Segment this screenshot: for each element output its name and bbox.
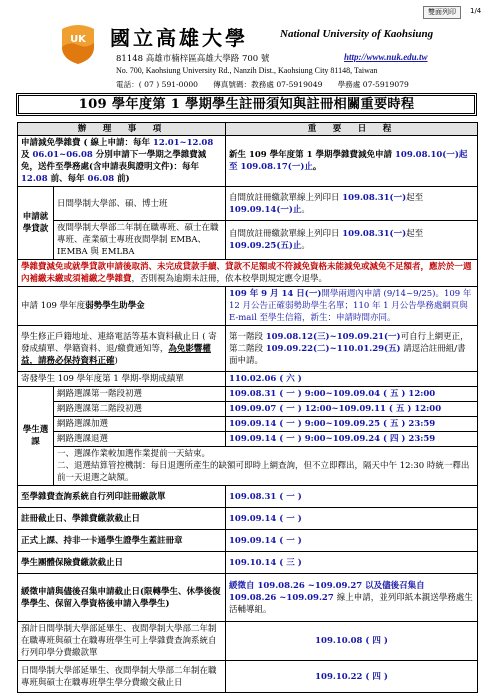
loan-label: 申請就學貸款 bbox=[18, 187, 54, 260]
table-row bbox=[18, 417, 478, 432]
elective-phase-name: 網路選課第二階段初選 bbox=[54, 402, 226, 417]
loan-night-date: 自間放註冊繳款單線上列印日 109.08.31(一)起至 109.09.25(五)止。 bbox=[226, 221, 478, 260]
table-row bbox=[18, 387, 478, 402]
elective-phase-date: 109.08.31 ( 一 ) 9:00~109.09.04 ( 五 ) 12:00 bbox=[226, 387, 478, 402]
table-row bbox=[18, 326, 478, 372]
classes-start-item: 正式上課、持非一卡通學生證學生蓋註冊章 bbox=[18, 530, 226, 552]
title-box bbox=[16, 93, 477, 116]
contact-phones: 電話：( 07 ) 591-0000 傳真號碼：教務處 07-5919049 學務處 07-5919079 bbox=[116, 80, 409, 89]
website-link[interactable]: http://www.nuk.edu.tw bbox=[344, 52, 428, 62]
address-en: No. 700, Kaohsiung University Rd., Nanzih Dist., Kaohsiung City 81148, Taiwan bbox=[116, 66, 378, 75]
elective-phase-date: 109.09.14 ( 一 ) 9:00~109.09.24 ( 四 ) 23:59 bbox=[226, 432, 478, 447]
table-row bbox=[18, 221, 478, 260]
university-name-zh: 國立高雄大學 bbox=[110, 26, 248, 50]
elective-phase-date: 109.09.14 ( 一 ) 9:00~109.09.25 ( 五 ) 23:59 bbox=[226, 417, 478, 432]
document-title: 109 學年度第 1 學期學生註冊須知與註冊相關重要時程 bbox=[78, 97, 415, 112]
svg-text:UK: UK bbox=[70, 34, 86, 45]
loan-day-program: 日間學制大學部、碩、博士班 bbox=[54, 187, 226, 221]
elective-label: 學生選課 bbox=[18, 387, 54, 486]
table-row bbox=[18, 661, 478, 693]
table-row bbox=[18, 447, 478, 486]
military-deferral-date: 緩徵自 109.08.26 ~109.09.27 以及儘後召集自 109.08.26 ~109.09.27 線上申請，並列印紙本親送學務處生活輔導組。 bbox=[226, 574, 478, 622]
address-zh: 81148 高雄市楠梓區高雄大學路 700 號 bbox=[116, 54, 270, 64]
transcript-item: 寄發學生 109 學年度第 1 學期-學期成績單 bbox=[18, 372, 226, 387]
elective-note-1: 一、選課作業較加選作業提前一天結束。 bbox=[57, 449, 211, 459]
print-bill-item: 至學雜費查詢系統自行列印註冊繳款單 bbox=[18, 486, 226, 508]
data-update-date: 第一階段 109.08.12(三)~109.09.21(一)可自行上網更正，第二階段 109.09.22(二)~110.01.29(五) 請逕洽註冊組/書面申請。 bbox=[226, 326, 478, 372]
university-name-en: National University of Kaohsiung bbox=[280, 28, 434, 40]
elective-notes bbox=[54, 447, 478, 486]
table-row bbox=[18, 530, 478, 552]
schedule-table bbox=[17, 122, 478, 693]
table-row bbox=[18, 432, 478, 447]
elective-phase-name: 網路選課退選 bbox=[54, 432, 226, 447]
credit-fee-print-date: 109.10.08 ( 四 ) bbox=[226, 622, 478, 661]
transcript-date: 110.02.06 ( 六 ) bbox=[226, 372, 478, 387]
credit-fee-print-item: 預計日間學制大學部延畢生、夜間學制大學部二年制在職專班與碩士在職專班學生可上學雜費查詢系統自行列印學分費繳款單 bbox=[18, 622, 226, 661]
print-bill-date: 109.08.31 ( 一 ) bbox=[226, 486, 478, 508]
duplex-print-button[interactable]: 雙面列印 bbox=[423, 6, 461, 19]
data-update-item: 學生修正戶籍地址、連絡電話等基本資料截止日 ( 寄發成績單、學籍資料、退/繳費通知等，為免影響權益，請務必保持資料正確) bbox=[18, 326, 226, 372]
insurance-deadline-date: 109.10.14 ( 三 ) bbox=[226, 552, 478, 574]
loan-night-program: 夜間學制大學部二年制在職專班、碩士在職專班、產業碩士專班夜間學制 EMBA、IEMBA 與 EMLBA bbox=[54, 221, 226, 260]
table-row bbox=[18, 372, 478, 387]
university-logo-icon bbox=[60, 23, 96, 65]
classes-start-date: 109.09.14 ( 一 ) bbox=[226, 530, 478, 552]
credit-fee-deadline-item: 日間學制大學部延畢生、夜間學制大學部二年制在職專班與碩士在職專班學生學分費繳交截止日 bbox=[18, 661, 226, 693]
loan-day-date: 自間放註冊繳款單線上列印日 109.08.31(一)起至 109.09.14(一)止。 bbox=[226, 187, 478, 221]
subsidy-date: 109 年 9 月 14 日(一)開學兩週內申請 (9/14~9/25)。109 年 12 月公告正確弱勢助學生名單；110 年 1 月公告學務處網頁與 E-mail 至學生信箱，新生：申請時間亦同。 bbox=[226, 287, 478, 326]
table-row bbox=[18, 187, 478, 221]
insurance-deadline-item: 學生團體保險費繳款截止日 bbox=[18, 552, 226, 574]
top-bar bbox=[0, 6, 495, 18]
fee-waiver-item: 申請減免學雜費 ( 線上申請：每年 12.01~12.08 及 06.01~06.08 分別申請下一學期之學雜費減免，送件至學務處(含申請表與證明文件)：每年 12.08 前、每年 06.08 前) bbox=[18, 136, 226, 187]
table-row bbox=[18, 574, 478, 622]
elective-phase-name: 網路選課加選 bbox=[54, 417, 226, 432]
table-row bbox=[18, 260, 478, 287]
table-row bbox=[18, 402, 478, 417]
table-header-row bbox=[18, 123, 478, 136]
military-deferral-item: 緩徵申請與儘後召集申請截止日(限轉學生、休學後復學學生、保留入學資格後申請入學學生) bbox=[18, 574, 226, 622]
table-row bbox=[18, 622, 478, 661]
table-row bbox=[18, 486, 478, 508]
table-row bbox=[18, 136, 478, 187]
table-row bbox=[18, 552, 478, 574]
loan-notice: 學雜費減免或就學貸款申請後取消、未完成貸款手續、貸款不足額或不符減免資格未能減免或減免不足額者，應於於一週內補繳未繳或須補繳之學雜費，否則視為逾期未註冊，依本校學則規定應令退學。 bbox=[18, 260, 478, 287]
registration-deadline-item: 註冊截止日、學雜費繳款截止日 bbox=[18, 508, 226, 530]
elective-note-2: 二、退選結算管控機制：每日退選所產生的缺額可即時上網查詢，但不立即釋出，隔天中午 12:30 時統一釋出前一天退選之缺額。 bbox=[57, 461, 470, 483]
column-header-items: 辦 理 事 項 bbox=[18, 123, 226, 136]
fee-waiver-date: 新生 109 學年度第 1 學期學雜費減免申請 109.08.10(一)起至 109.08.17(一)止。 bbox=[226, 136, 478, 187]
table-row bbox=[18, 508, 478, 530]
elective-phase-name: 網路選課第一階段初選 bbox=[54, 387, 226, 402]
subsidy-item: 申請 109 學年度弱勢學生助學金 bbox=[18, 287, 226, 326]
table-row bbox=[18, 287, 478, 326]
credit-fee-deadline-date: 109.10.22 ( 四 ) bbox=[226, 661, 478, 693]
page-number: 1/4 bbox=[470, 7, 482, 15]
column-header-dates: 重 要 日 程 bbox=[226, 123, 478, 136]
elective-phase-date: 109.09.07 ( 一 ) 12:00~109.09.11 ( 五 ) 12:00 bbox=[226, 402, 478, 417]
registration-deadline-date: 109.09.14 ( 一 ) bbox=[226, 508, 478, 530]
